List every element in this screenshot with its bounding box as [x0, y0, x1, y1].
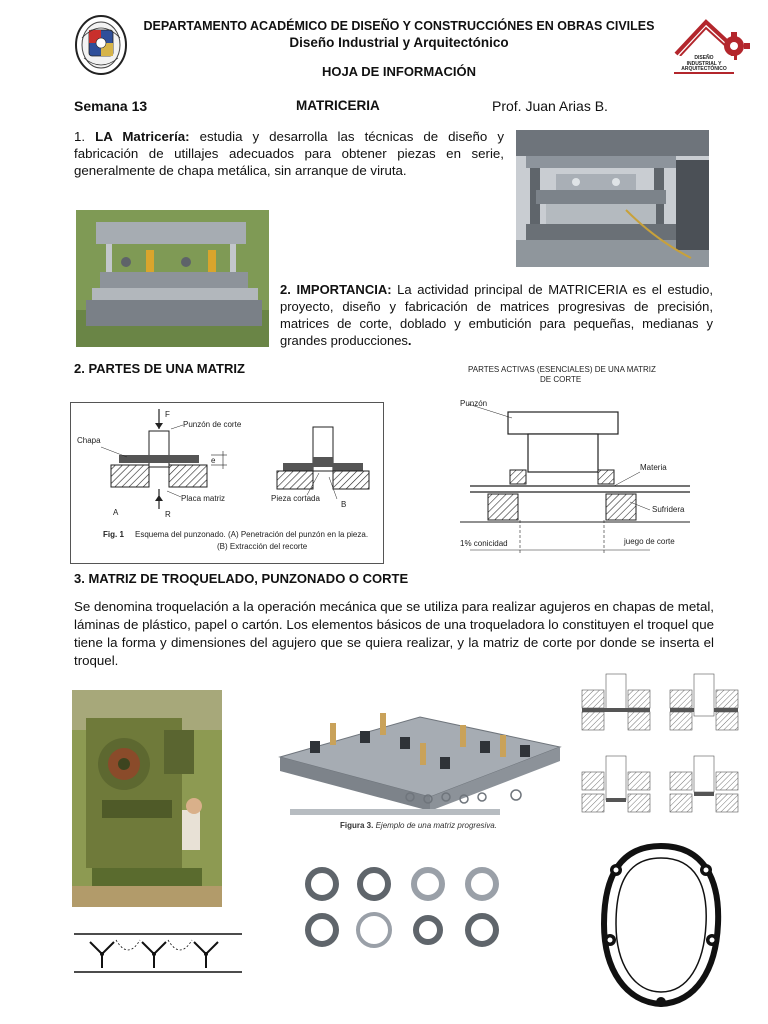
- fig1-caption-line1: Esquema del punzonado. (A) Penetración del punzón en la pieza.: [135, 530, 369, 539]
- logo-text-2: INDUSTRIAL Y: [686, 60, 722, 67]
- fig3-caption-text: Ejemplo de una matriz progresiva.: [375, 821, 497, 830]
- fig1-label-b: B: [341, 500, 347, 509]
- fig1-caption-bold: Fig. 1: [103, 530, 124, 539]
- active-parts-schematic: [440, 362, 702, 566]
- fig1-label-a: A: [113, 508, 119, 517]
- importance-end: .: [407, 333, 412, 348]
- program-title: Diseño Industrial y Arquitectónico: [289, 35, 509, 50]
- logo-text-1: DISEÑO: [694, 55, 714, 61]
- gasket-part: [596, 840, 726, 1010]
- sheet-title: HOJA DE INFORMACIÓN: [321, 64, 477, 79]
- die-set-photo: [76, 210, 269, 347]
- section1-paragraph: [74, 128, 504, 179]
- punch-press-photo: [72, 690, 222, 907]
- section2-importance-paragraph: [280, 281, 713, 349]
- fig1-caption-line2: (B) Extracción del recorte: [217, 542, 308, 551]
- logo-text-3: ARQUITECTÓNICO: [681, 66, 727, 72]
- fig2-label-punzon: Punzón: [460, 399, 488, 408]
- fig1-label-r: R: [165, 510, 171, 519]
- section3-heading: 3. MATRIZ DE TROQUELADO, PUNZONADO O CORTE: [74, 571, 409, 586]
- strip-layout-drawing: [72, 926, 244, 980]
- fig2-title-line2: DE CORTE: [540, 375, 582, 384]
- fig2-label-materia: Materia: [640, 463, 667, 472]
- punching-schematic: [70, 402, 384, 564]
- section1-text: estudia y desarrolla las técnicas de diseño y fabricación de utillajes adecuados para obtener piezas en serie, generalmente de chapa metálica, sin arranque de viruta.: [74, 129, 504, 178]
- week-label: Semana 13: [74, 98, 148, 114]
- progressive-die-photo: [270, 687, 567, 830]
- importance-text: La actividad principal de MATRICERIA es el estudio, proyecto, diseño y fabricación de matrices progresivas de precisión, matrices de corte, doblado y embutición para pequeñas, medianas y grandes producciones: [280, 282, 713, 348]
- fig2-label-juego: juego de corte: [624, 537, 675, 546]
- punching-sequence-diagram: [580, 664, 740, 826]
- fig1-label-chapa: Chapa: [77, 436, 101, 445]
- section3-paragraph: Se denomina troquelación a la operación mecánica que se utiliza para realizar agujeros en chapas de metal, láminas de plástico, papel o cartón. Los elementos básicos de una troqueladora lo constituyen el troquel que tiene la forma y dimensiones del agujero que se quiera realizar, y la matriz de corte por donde se inserta el troquel.: [74, 599, 714, 668]
- fig2-label-sufridera: Sufridera: [652, 505, 685, 514]
- fig2-label-conicidad: 1% conicidad: [460, 539, 508, 548]
- importance-term: 2. IMPORTANCIA:: [280, 282, 392, 297]
- section1-term: LA Matricería:: [95, 129, 190, 144]
- fig3-caption-bold: Figura 3.: [340, 821, 374, 830]
- fig2-title-line1: PARTES ACTIVAS (ESENCIALES) DE UNA MATRIZ: [468, 365, 656, 374]
- professor-label: Prof. Juan Arias B.: [492, 98, 608, 114]
- fig1-label-f: F: [165, 410, 170, 419]
- topic-label: MATRICERIA: [296, 98, 380, 113]
- fig1-label-pieza: Pieza cortada: [271, 494, 320, 503]
- section1-number: 1.: [74, 129, 86, 144]
- fig1-label-punzon: Punzón de corte: [183, 420, 242, 429]
- fig1-label-e: e: [211, 456, 216, 465]
- fig1-label-placa: Placa matriz: [181, 494, 226, 503]
- die-press-photo: [516, 130, 709, 267]
- washers-photo: [292, 860, 532, 956]
- department-title: DEPARTAMENTO ACADÉMICO DE DISEÑO Y CONSTRUCCIÓNES EN OBRAS CIVILES: [143, 19, 655, 33]
- section2-heading: 2. PARTES DE UNA MATRIZ: [74, 361, 245, 376]
- program-logo: [670, 16, 750, 76]
